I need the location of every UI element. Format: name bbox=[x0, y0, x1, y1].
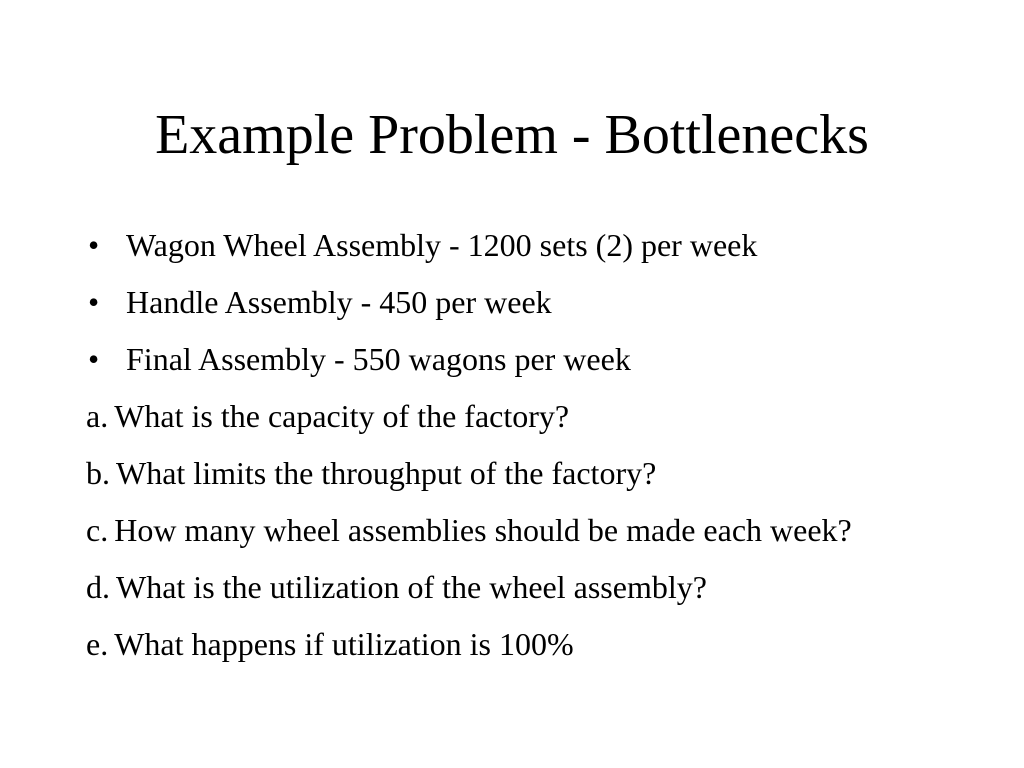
bullet-item-handle-assembly bbox=[86, 283, 966, 321]
bullet-dot-icon: • bbox=[88, 227, 100, 263]
bullet-list bbox=[86, 226, 966, 378]
bullet-text: Handle Assembly - 450 per week bbox=[126, 284, 552, 320]
question-text: What is the capacity of the factory? bbox=[114, 398, 570, 434]
bullet-dot-icon: • bbox=[88, 341, 100, 377]
question-item-e bbox=[86, 625, 966, 663]
question-text: How many wheel assemblies should be made each week? bbox=[114, 512, 852, 548]
slide-body bbox=[86, 226, 966, 682]
question-text: What is the utilization of the wheel assembly? bbox=[116, 569, 707, 605]
question-item-c bbox=[86, 511, 966, 549]
bullet-item-wheel-assembly bbox=[86, 226, 966, 264]
bullet-text: Wagon Wheel Assembly - 1200 sets (2) per week bbox=[126, 227, 758, 263]
question-letter: e. bbox=[86, 626, 109, 662]
bullet-item-final-assembly bbox=[86, 340, 966, 378]
question-letter: d. bbox=[86, 569, 110, 605]
bullet-text: Final Assembly - 550 wagons per week bbox=[126, 341, 631, 377]
question-text: What happens if utilization is 100% bbox=[114, 626, 574, 662]
question-letter: a. bbox=[86, 398, 109, 434]
question-letter: b. bbox=[86, 455, 110, 491]
question-list bbox=[86, 397, 966, 663]
question-item-a bbox=[86, 397, 966, 435]
question-text: What limits the throughput of the factory? bbox=[116, 455, 657, 491]
question-item-d bbox=[86, 568, 966, 606]
question-item-b bbox=[86, 454, 966, 492]
slide-title: Example Problem - Bottlenecks bbox=[155, 104, 869, 166]
bullet-dot-icon: • bbox=[88, 284, 100, 320]
question-letter: c. bbox=[86, 512, 109, 548]
